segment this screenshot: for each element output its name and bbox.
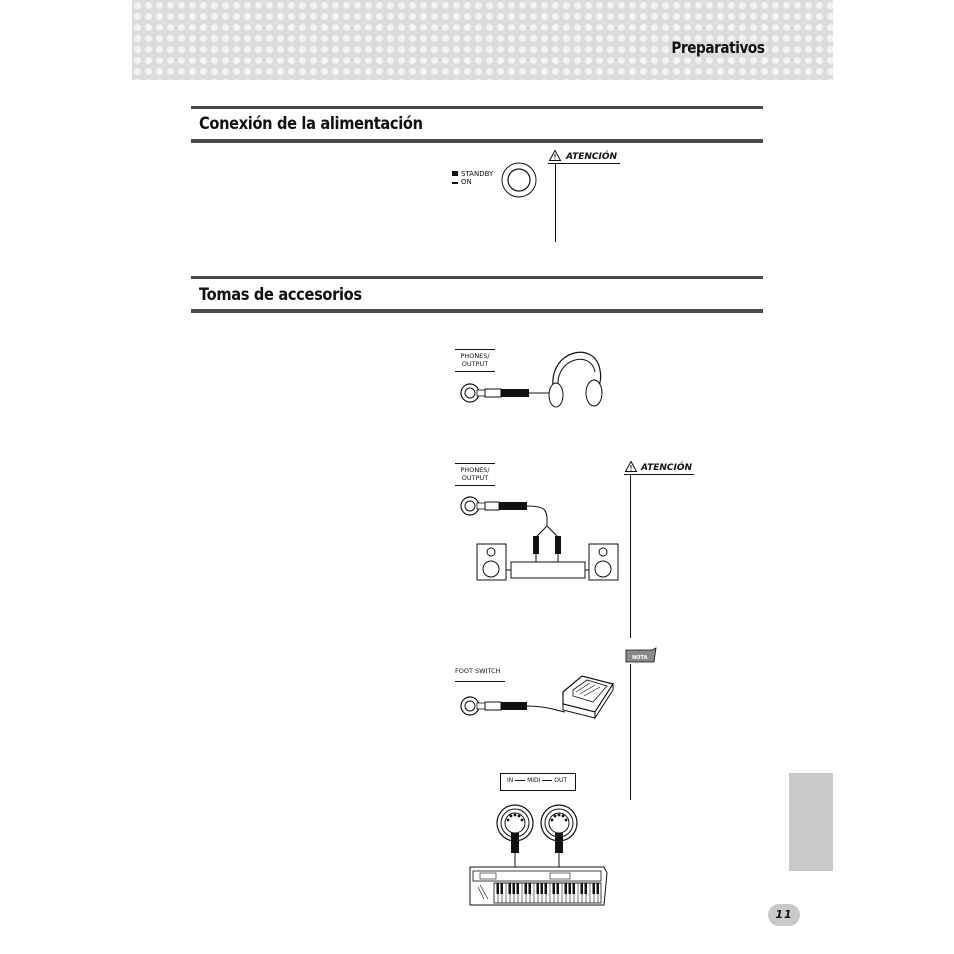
atencion-label-2: ATENCIÓN [641, 463, 693, 473]
phones-output-label-1: PHONES/ OUTPUT [460, 352, 490, 368]
on-marker-icon [452, 182, 458, 184]
section-title-accessories: Tomas de accesorios [199, 285, 362, 305]
midi-in-label: IN [507, 777, 514, 784]
on-label: ON [461, 178, 472, 186]
callout-underline [624, 474, 694, 475]
midi-label: MIDI [527, 777, 541, 784]
power-switch-icon [500, 160, 540, 200]
page-number: 11 [768, 904, 800, 926]
midi-label-box [500, 773, 576, 791]
nota-label: NOTA [632, 655, 648, 661]
callout-underline [548, 163, 620, 164]
phones-output-label-2: PHONES/ OUTPUT [460, 466, 490, 482]
standby-label: STANDBY [461, 170, 494, 178]
stereo-system-illustration [455, 490, 625, 585]
section-rule-top [191, 276, 763, 279]
warning-triangle-icon [549, 150, 561, 161]
callout-rule [630, 664, 631, 800]
midi-keyboard-illustration [470, 795, 610, 910]
section-rule-bottom [191, 309, 763, 313]
standby-on-switch-label [452, 170, 493, 186]
foot-switch-illustration [455, 672, 625, 732]
midi-out-label: OUT [554, 777, 568, 784]
callout-rule [555, 163, 556, 242]
page-header-title: Preparativos [670, 38, 764, 57]
headphones-illustration [455, 340, 625, 415]
standby-marker-icon [452, 171, 458, 176]
warning-triangle-icon [625, 461, 637, 472]
section-rule-bottom [191, 139, 763, 143]
callout-rule [630, 474, 631, 638]
section-rule-top [191, 106, 763, 109]
jack-rule [455, 463, 495, 464]
foot-switch-label: FOOT SWITCH [455, 667, 501, 675]
jack-rule [455, 485, 495, 486]
section-title-power: Conexión de la alimentación [199, 114, 423, 134]
chapter-side-tab [789, 773, 833, 871]
atencion-label-1: ATENCIÓN [566, 152, 618, 162]
